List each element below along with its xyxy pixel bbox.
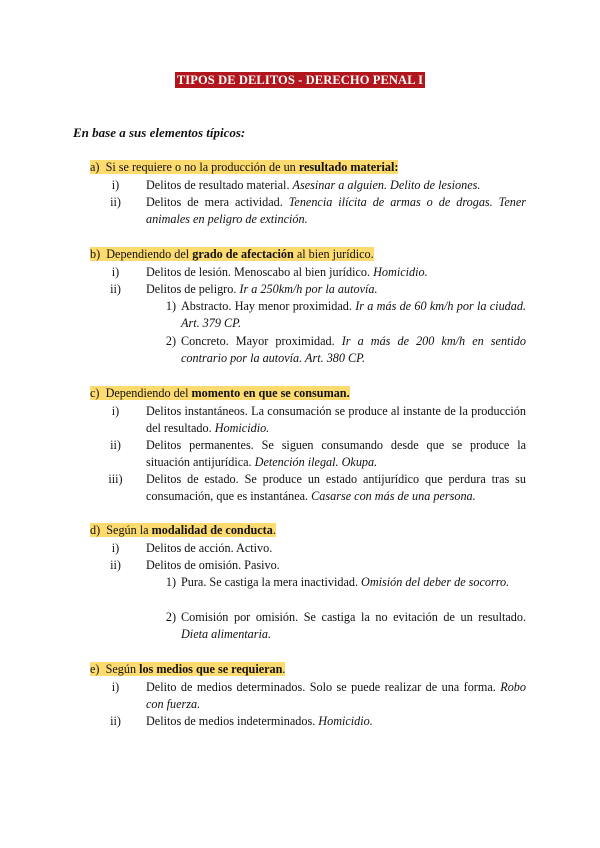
item-label: i) xyxy=(111,265,120,279)
item-example: Asesinar a alguien. Delito de lesiones. xyxy=(292,178,481,192)
section-label: a) xyxy=(90,160,100,174)
list-item: Delitos de peligro. Ir a 250km/h por la autovía. xyxy=(146,282,378,296)
section-a-heading xyxy=(90,159,398,176)
item-label: i) xyxy=(111,404,120,418)
item-example: Tenencia ilícita de armas o de drogas. Tener animales en peligro de extinción. xyxy=(146,195,527,226)
item-example: Ir a más de 200 km/h en sentido contrario por la autovía. Art. 380 CP. xyxy=(181,334,526,365)
item-label: ii) xyxy=(110,282,121,296)
item-label: ii) xyxy=(110,714,121,728)
section-label: c) xyxy=(90,386,100,400)
item-example: Detención ilegal. Okupa. xyxy=(254,455,378,469)
item-label: ii) xyxy=(110,558,121,572)
section-label: d) xyxy=(90,523,101,537)
list-item: Delitos de medios indeterminados. Homicidio. xyxy=(146,714,373,728)
section-label: e) xyxy=(90,662,100,676)
section-heading-text: Según la xyxy=(106,523,152,537)
item-label: i) xyxy=(111,178,120,192)
item-example: Omisión del deber de socorro. xyxy=(361,575,510,589)
list-item: Delitos de resultado material. Asesinar a alguien. Delito de lesiones. xyxy=(146,178,481,192)
section-label: b) xyxy=(90,247,101,261)
item-example: Homicidio. xyxy=(318,714,373,728)
document-title: TIPOS DE DELITOS - DERECHO PENAL I xyxy=(176,73,424,87)
item-label: ii) xyxy=(110,438,121,452)
item-example: Robo con fuerza. xyxy=(146,680,526,711)
list-item: Delitos de estado. Se produce un estado antijurídico que perdura tras su consumación, que es instantánea. Casarse con más de una persona. xyxy=(146,472,526,503)
section-heading-bold: los medios que se requieran xyxy=(139,662,283,676)
item-label: i) xyxy=(111,541,120,555)
document-title-wrap xyxy=(0,71,600,89)
list-subitem: Concreto. Mayor proximidad. Ir a más de 200 km/h en sentido contrario por la autovía. Art. 380 CP. xyxy=(181,334,526,365)
list-item: Delitos de lesión. Menoscabo al bien jurídico. Homicidio. xyxy=(146,265,428,279)
section-heading-bold: resultado material: xyxy=(298,160,399,174)
section-heading-bold: momento en que se consuman. xyxy=(191,386,350,400)
list-item: Delitos de acción. Activo. xyxy=(146,541,273,555)
list-item: Delitos permanentes. Se siguen consumando desde que se produce la situación antijurídica. Detención ilegal. Okupa. xyxy=(146,438,526,469)
section-c-heading xyxy=(90,385,350,402)
section-heading-text: Dependiendo del xyxy=(105,386,192,400)
item-label: ii) xyxy=(110,195,121,209)
list-item: Delitos instantáneos. La consumación se produce al instante de la producción del resultado. Homicidio. xyxy=(146,404,526,435)
list-subitem: Abstracto. Hay menor proximidad. Ir a más de 60 km/h por la ciudad. Art. 379 CP. xyxy=(181,299,526,330)
subitem-label: 1) xyxy=(165,575,176,589)
section-heading-text: Dependiendo del xyxy=(106,247,193,261)
item-label: iii) xyxy=(108,472,123,486)
section-d-heading: d) Según la modalidad de conducta. xyxy=(90,523,276,537)
section-heading-text: Según xyxy=(105,662,140,676)
item-example: Ir a más de 60 km/h por la ciudad. Art. 379 CP. xyxy=(181,299,526,330)
section-b-heading: b) Dependiendo del grado de afectación al bien jurídico. xyxy=(90,247,374,261)
intro-heading: En base a sus elementos típicos: xyxy=(73,125,246,140)
section-heading-bold: modalidad de conducta xyxy=(151,523,273,537)
item-example: Homicidio. xyxy=(373,265,428,279)
list-item: Delito de medios determinados. Solo se puede realizar de una forma. Robo con fuerza. xyxy=(146,680,526,711)
item-example: Dieta alimentaria. xyxy=(181,627,272,641)
section-heading-bold: grado de afectación xyxy=(192,247,294,261)
list-item: Delitos de mera actividad. Tenencia ilícita de armas o de drogas. Tener animales en peligro de extinción. xyxy=(146,195,527,226)
subitem-label: 1) xyxy=(165,299,176,313)
section-e-heading: e) Según los medios que se requieran. xyxy=(90,662,286,676)
item-example: Casarse con más de una persona. xyxy=(311,489,476,503)
list-subitem: Pura. Se castiga la mera inactividad. Omisión del deber de socorro. xyxy=(181,575,510,589)
list-subitem: Comisión por omisión. Se castiga la no evitación de un resultado. Dieta alimentaria. xyxy=(181,610,526,641)
item-example: Ir a 250km/h por la autovía. xyxy=(239,282,378,296)
subitem-label: 2) xyxy=(165,610,176,624)
list-item: Delitos de omisión. Pasivo. xyxy=(146,558,280,572)
item-example: Homicidio. xyxy=(214,421,270,435)
section-heading-text: Si se requiere o no la producción de un xyxy=(105,160,299,174)
item-label: i) xyxy=(111,680,120,694)
subitem-label: 2) xyxy=(165,334,176,348)
